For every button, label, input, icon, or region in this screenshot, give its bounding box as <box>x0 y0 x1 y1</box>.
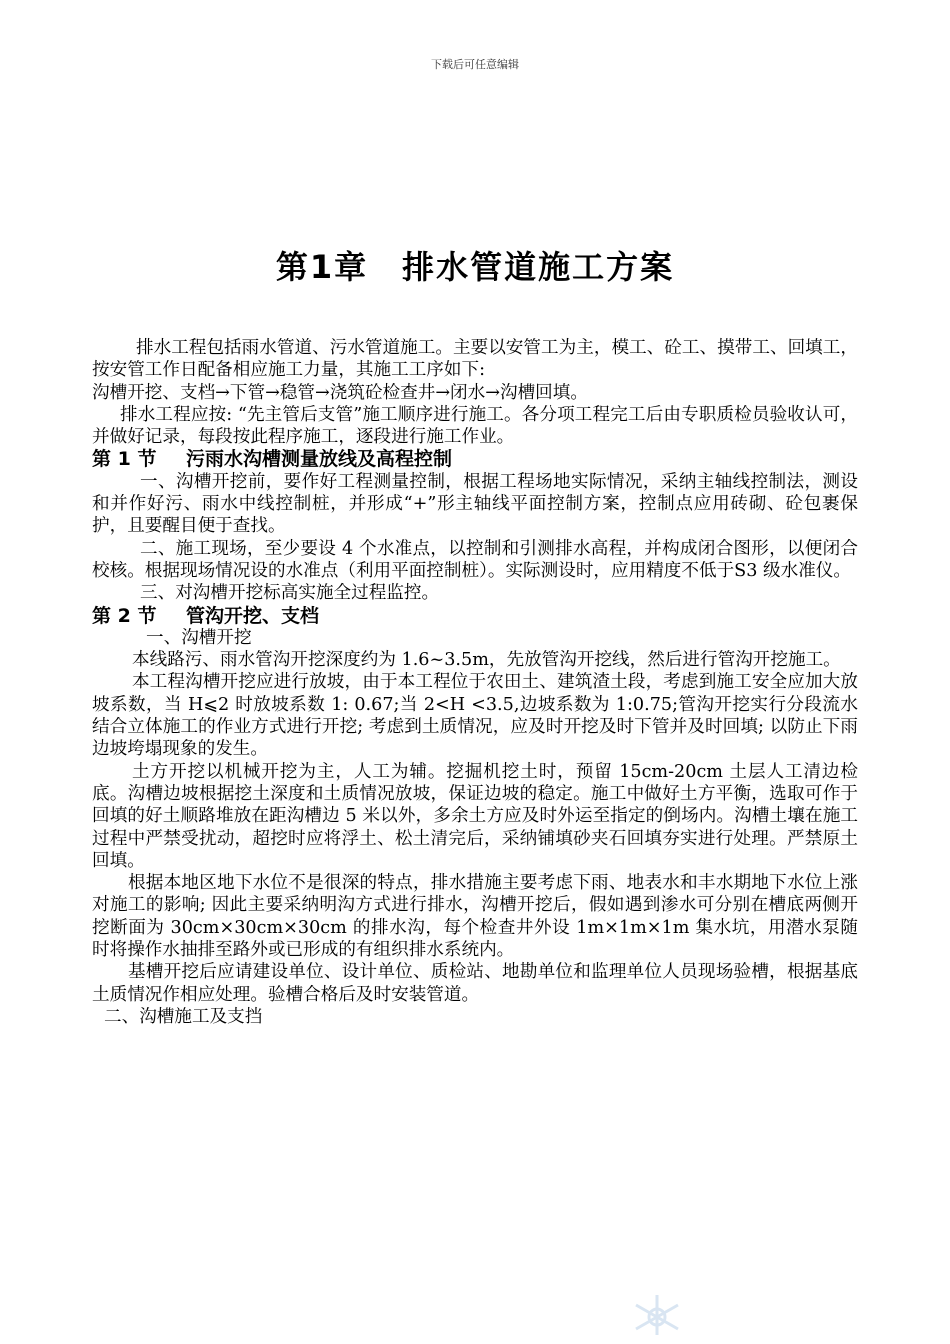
intro-paragraph-2: 沟槽开挖、支档→下管→稳管→浇筑砼检查井→闭水→沟槽回填。 <box>92 382 588 403</box>
paragraph: 二、施工现场，至少要设 4 个水准点，以控制和引测排水高程，并构成闭合图形，以便闭合校核。根据现场情况设的水准点（利用平面控制桩）。实际测设时，应用精度不低于S3 级水准仪。 <box>92 538 858 581</box>
section-title: 污雨水沟槽测量放线及高程控制 <box>186 448 453 471</box>
watermark-snowflake-icon <box>622 1291 692 1335</box>
paragraph: 一、沟槽开挖 <box>146 627 252 648</box>
section-title: 管沟开挖、支档 <box>186 604 320 627</box>
paragraph: 一、沟槽开挖前，要作好工程测量控制，根据工程场地实际情况，采纳主轴线控制法，测设和并作好污、雨水中线控制桩，并形成“+”形主轴线平面控制方案，控制点应用砖砌、砼包裹保护，且要醒目便于查找。 <box>92 471 858 537</box>
document-body <box>92 337 858 1028</box>
header-note: 下载后可任意编辑 <box>431 58 519 71</box>
section-number: 第 2 节 <box>92 604 157 627</box>
section-heading-2 <box>92 605 858 627</box>
intro-paragraph-3: 排水工程应按: “先主管后支管”施工顺序进行施工。各分项工程完工后由专职质检员验收认可，并做好记录，每段按此程序施工，逐段进行施工作业。 <box>92 404 858 448</box>
paragraph: 土方开挖以机械开挖为主，人工为辅。挖掘机挖土时，预留 15cm-20cm 土层人工清边检底。沟槽边坡根据挖土深度和土质情况放坡，保证边坡的稳定。施工中做好土方平衡，选取可作于回填的好土顺路堆放在距沟槽边 5 米以外，多余土方应及时外运至指定的倒场内。沟槽土壤在施工过程中严禁受扰动，超挖时应将浮土、松土清完后，采纳铺填砂夹石回填夯实进行处理。严禁原土回填。 <box>92 761 858 871</box>
section-number: 第 1 节 <box>92 448 157 471</box>
paragraph: 基槽开挖后应请建设单位、设计单位、质检站、地勘单位和监理单位人员现场验槽，根据基底土质情况作相应处理。验槽合格后及时安装管道。 <box>92 962 858 1005</box>
paragraph: 本线路污、雨水管沟开挖深度约为 1.6~3.5m，先放管沟开挖线，然后进行管沟开挖施工。 <box>132 650 841 671</box>
paragraph: 本工程沟槽开挖应进行放坡，由于本工程位于农田土、建筑渣土段，考虑到施工安全应加大放坡系数，当 H⩽2 时放坡系数 1: 0.67;当 2<H <3.5,边坡系数为 1:0.75;管沟开挖实行分段流水结合立体施工的作业方式进行开挖; 考虑到土质情况，应及时开挖及时下管并及时回填; 以防止下雨边坡垮塌现象的发生。 <box>92 672 858 760</box>
section-heading-1 <box>92 448 858 470</box>
chapter-title: 第1章 排水管道施工方案 <box>275 248 675 286</box>
paragraph: 二、沟槽施工及支挡 <box>104 1006 263 1027</box>
intro-paragraph-1: 排水工程包括雨水管道、污水管道施工。主要以安管工为主，模工、砼工、摸带工、回填工，按安管工作日配备相应施工力量，其施工工序如下: <box>92 338 858 381</box>
paragraph: 三、对沟槽开挖标高实施全过程监控。 <box>140 583 440 604</box>
paragraph: 根据本地区地下水位不是很深的特点，排水措施主要考虑下雨、地表水和丰水期地下水位上涨对施工的影响; 因此主要采纳明沟方式进行排水，沟槽开挖后，假如遇到渗水可分别在槽底两侧开挖断面为 30cm×30cm×30cm 的排水沟，每个检查井外设 1m×1m×1m 集水坑，用潜水泵随时将操作水抽排至路外或已形成的有组织排水系统内。 <box>92 873 858 961</box>
